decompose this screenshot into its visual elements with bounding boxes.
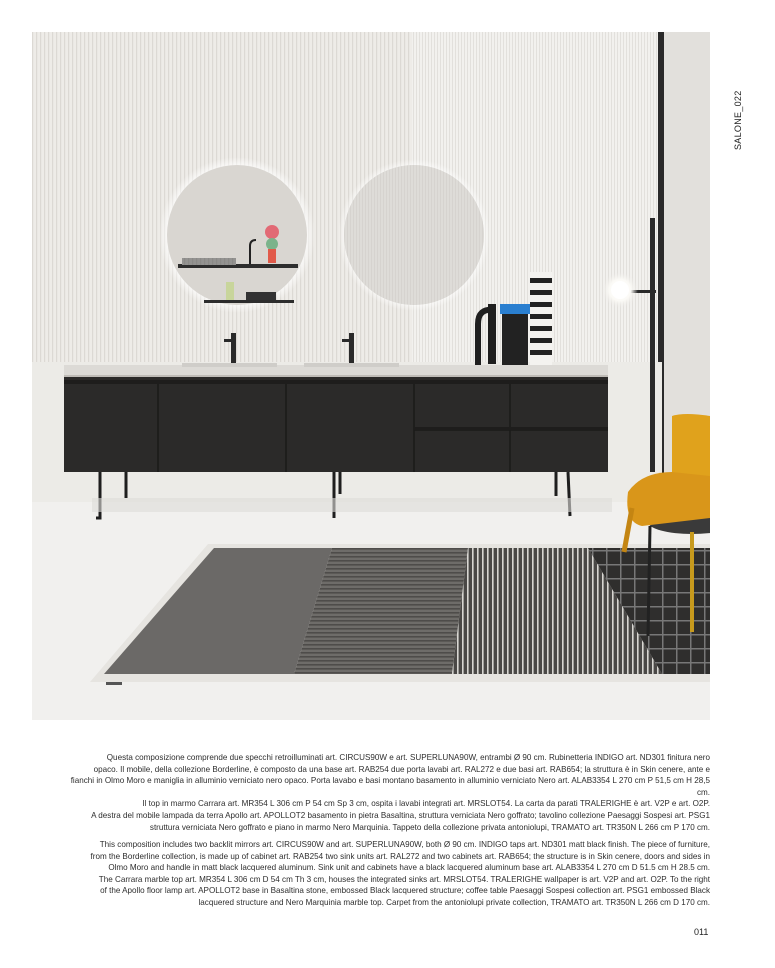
caption-line: A destra del mobile lampada da terra Apollo art. APOLLOT2 basamento in pietra Basaltina, struttura verniciata Nero goffrato; tavolino collezione Paesaggi Sospesi art. PSG1	[91, 810, 710, 820]
tap-left	[231, 333, 236, 363]
bathroom-photo	[32, 32, 710, 720]
caption-italian	[60, 752, 710, 833]
caption-line: struttura verniciata Nero goffrato e piano in marmo Nero Marquinia. Tappeto della collezione privata antoniolupi, TRAMATO art. TR350N L 266 cm P 170 cm.	[149, 822, 710, 832]
striped-vase	[530, 272, 552, 366]
caption-line: This composition includes two backlit mirrors art. CIRCUS90W and art. SUPERLUNA90W, both Ø 90 cm. INDIGO taps art. ND301 matt black finish. The piece of furniture,	[99, 840, 710, 849]
caption-line: The Carrara marble top art. MR354 L 306 cm D 54 cm Th 3 cm, houses the integrated sinks art. MRSLOT54. TRALERIGHE wallpaper is art. V2P and art. O2P. To the right	[98, 874, 710, 884]
caption-english	[60, 839, 710, 909]
section-label: SALONE_022	[733, 90, 743, 150]
cabinet	[64, 377, 608, 472]
tap-right	[349, 333, 354, 363]
caption-line: lacquered structure and Nero Marquinia marble top. Carpet from the antoniolupi private collection, TRAMATO art. TR350N L 266 cm D 170 cm.	[198, 897, 710, 907]
caption-line: fianchi in Olmo Moro e maniglia in alluminio verniciato nero opaco. Porta lavabo e basi montano basamento in alluminio verniciato Nero art. ALAB3354 L 270 cm P 51,5 cm H 28,5 cm.	[70, 776, 710, 797]
caption-line: of the Apollo floor lamp art. APOLLOT2 base in Basaltina stone, embossed Black lacquered structure; coffee table Paesaggi Sospesi collection art. PSG1 embossed Black	[100, 886, 710, 896]
caption-line: Olmo Moro and handle in matt black lacquered aluminum. Sink unit and cabinets have a black lacquered aluminum base art. ALAB3354 L 270 cm D 51.5 cm H 28.5 cm.	[108, 863, 710, 873]
caption-line: opaco. Il mobile, della collezione Borderline, è composto da una base art. RAB254 due porta lavabi art. RAL272 e due basi art. RAB654; la struttura è in Skin cenere, ante e	[93, 764, 710, 774]
floor-lamp-pole	[650, 218, 655, 472]
caption-line: Questa composizione comprende due specchi retroilluminati art. CIRCUS90W e art. SUPERLUNA90W, entrambi Ø 90 cm. Rubinetteria INDIGO art. ND301 finitura nero	[106, 753, 710, 762]
caption-line: from the Borderline collection, is made up of cabinet art. RAB254 two sink units art. RAL272 and two cabinets art. RAB654; the structure is in Skin cenere, doors and sides in	[90, 851, 710, 861]
caption-line: Il top in marmo Carrara art. MR354 L 306 cm P 54 cm Sp 3 cm, ospita i lavabi integrati art. MRSLOT54. La carta da parati TRALERIGHE è art. V2P e art. O2P.	[142, 799, 710, 809]
page-number: 011	[694, 927, 709, 937]
